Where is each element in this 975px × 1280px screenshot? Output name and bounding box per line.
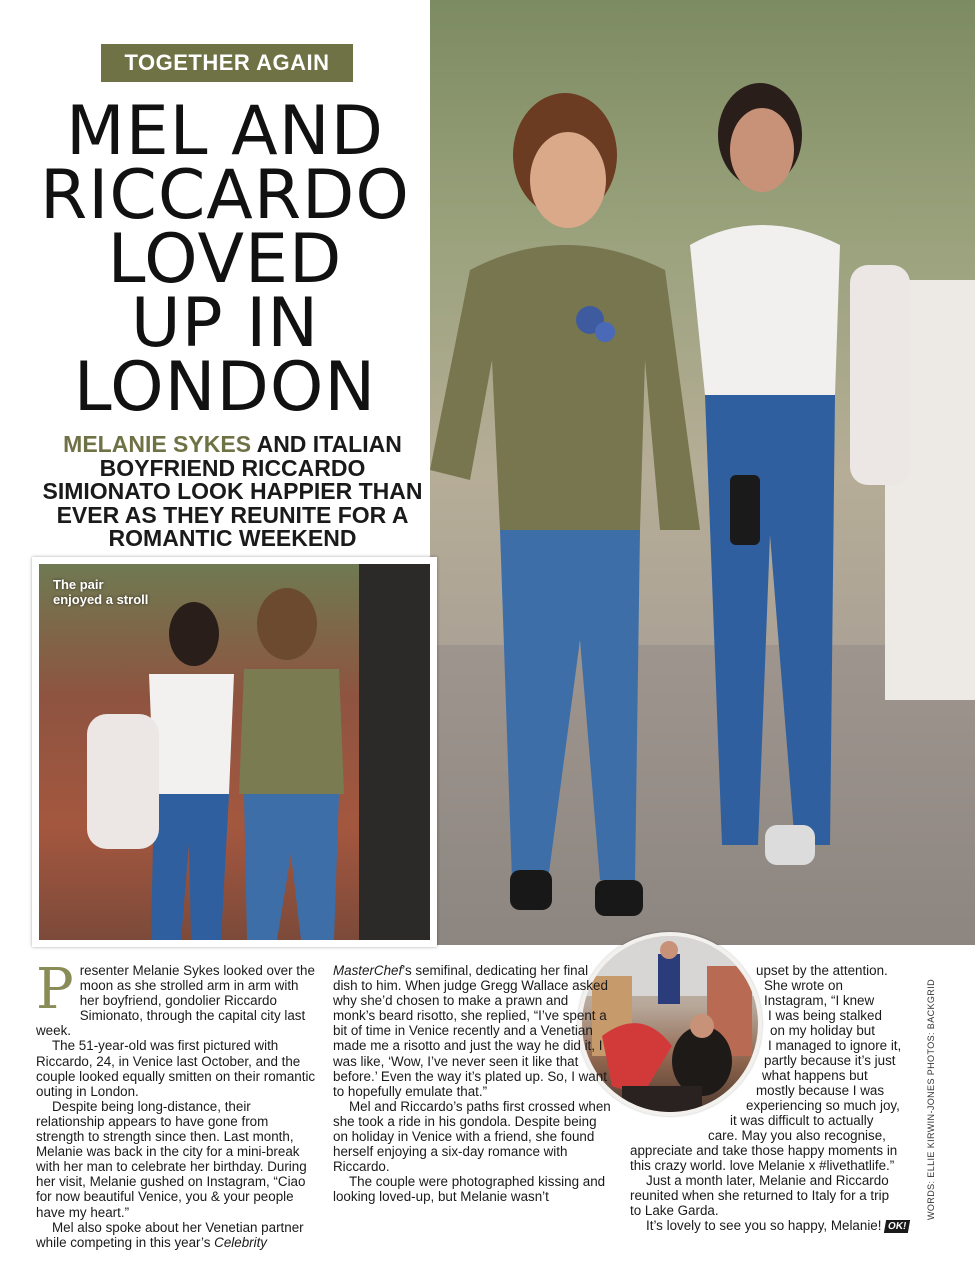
text-line: I managed to ignore it, [768, 1038, 902, 1053]
standfirst-name: MELANIE SYKES [63, 431, 252, 457]
text-line: mostly because I was [756, 1083, 885, 1098]
headline-line: LONDON [73, 348, 377, 427]
inset-caption: The pair enjoyed a stroll [53, 577, 149, 607]
text-line: care. May you also recognise, [708, 1128, 886, 1143]
body-column-1 [36, 957, 318, 1250]
text-line: it was difficult to actually [730, 1113, 874, 1128]
standfirst [35, 433, 430, 551]
text-line: reunited when she returned to Italy for a trip [630, 1188, 890, 1203]
text-line: partly because it’s just [764, 1053, 896, 1068]
text-line: on my holiday but [770, 1023, 875, 1038]
paragraph: Despite being long-distance, their relationship appears to have gone from strength to strength since then. Last month, Melanie was back in the city for a mini-break with her man to celebrate her birthday. During her visit, Melanie gushed on Instagram, “Ciao for now beautiful Venice, you & your people have my heart.” [36, 1098, 307, 1220]
standfirst-text: AND ITALIAN BOYFRIEND RICCARDO SIMIONATO LOOK HAPPIER THAN EVER AS THEY REUNITE FOR A ROMANTIC WEEKEND [42, 431, 423, 551]
text-line: upset by the attention. [756, 963, 888, 978]
section-kicker: TOGETHER AGAIN [101, 44, 353, 82]
text-line: Just a month later, Melanie and Riccardo [646, 1173, 889, 1188]
paragraph: The couple were photographed kissing and looking loved-up, but Melanie wasn’t [333, 1174, 606, 1205]
ok-logo: OK! [884, 1220, 911, 1233]
photo-credits: WORDS: ELLIE KIRWIN-JONES PHOTOS: BACKGRID [926, 978, 936, 1220]
text-line: this crazy world. love Melanie x #livethatlife.” [630, 1158, 895, 1173]
inset-photo-frame [32, 557, 437, 947]
headline-line: RICCARDO [40, 156, 410, 235]
headline-line: LOVED [107, 220, 343, 299]
headline [20, 92, 430, 427]
paragraph-text: ’s semifinal, dedicating her final dish to him. When judge Gregg Wallace asked why she’d chosen to make a prawn and monk’s beard risotto, she replied, “I’ve spent a bit of time in Venice recently and a Venetian made me a risotto and just the way he did it, I was like, ‘Wow, I’ve never seen it like that before.’ Even the way it’s plated up. So, I want to hopefully emulate that.” [333, 963, 608, 1099]
text-line: experiencing so much joy, [746, 1098, 900, 1113]
woman-figure [670, 55, 910, 895]
drop-cap: P [36, 957, 74, 1022]
text-line: what happens but [762, 1068, 868, 1083]
headline-line: UP IN [130, 284, 320, 363]
body-column-3 [622, 963, 922, 1243]
show-name-italic: MasterChef [333, 963, 403, 978]
couple-from-behind [39, 564, 430, 940]
text-line: appreciate and take those happy moments in [630, 1143, 898, 1158]
body-column-2 [333, 963, 611, 1205]
paragraph: The 51-year-old was first pictured with Riccardo, 24, in Venice last October, and the couple looked equally smitten on their romantic outing in London. [36, 1038, 316, 1099]
closing-line: It’s lovely to see you so happy, Melanie! [646, 1218, 882, 1233]
text-line: She wrote on [764, 978, 843, 993]
text-line [646, 1218, 910, 1233]
man-figure [430, 60, 700, 920]
hero-photo [430, 0, 975, 945]
text-line: Instagram, “I knew [764, 993, 875, 1008]
inset-photo [39, 564, 430, 940]
paragraph-text: Mel also spoke about her Venetian partner while competing in this year’s [36, 1219, 304, 1250]
show-name-italic: Celebrity [214, 1234, 267, 1250]
text-line: to Lake Garda. [630, 1203, 719, 1218]
paragraph [333, 963, 611, 1099]
text-line: I was being stalked [768, 1008, 882, 1023]
paragraph [36, 1220, 318, 1250]
paragraph: Mel and Riccardo’s paths first crossed when she took a ride in his gondola. Despite being on holiday in Venice with a friend, she found herself enjoying a six-day romance with Riccardo. [333, 1098, 611, 1175]
paragraph: resenter Melanie Sykes looked over the moon as she strolled arm in arm with her boyfriend, gondolier Riccardo Simionato, through the capital city last week. [36, 963, 315, 1039]
headline-line: MEL AND [66, 92, 384, 171]
